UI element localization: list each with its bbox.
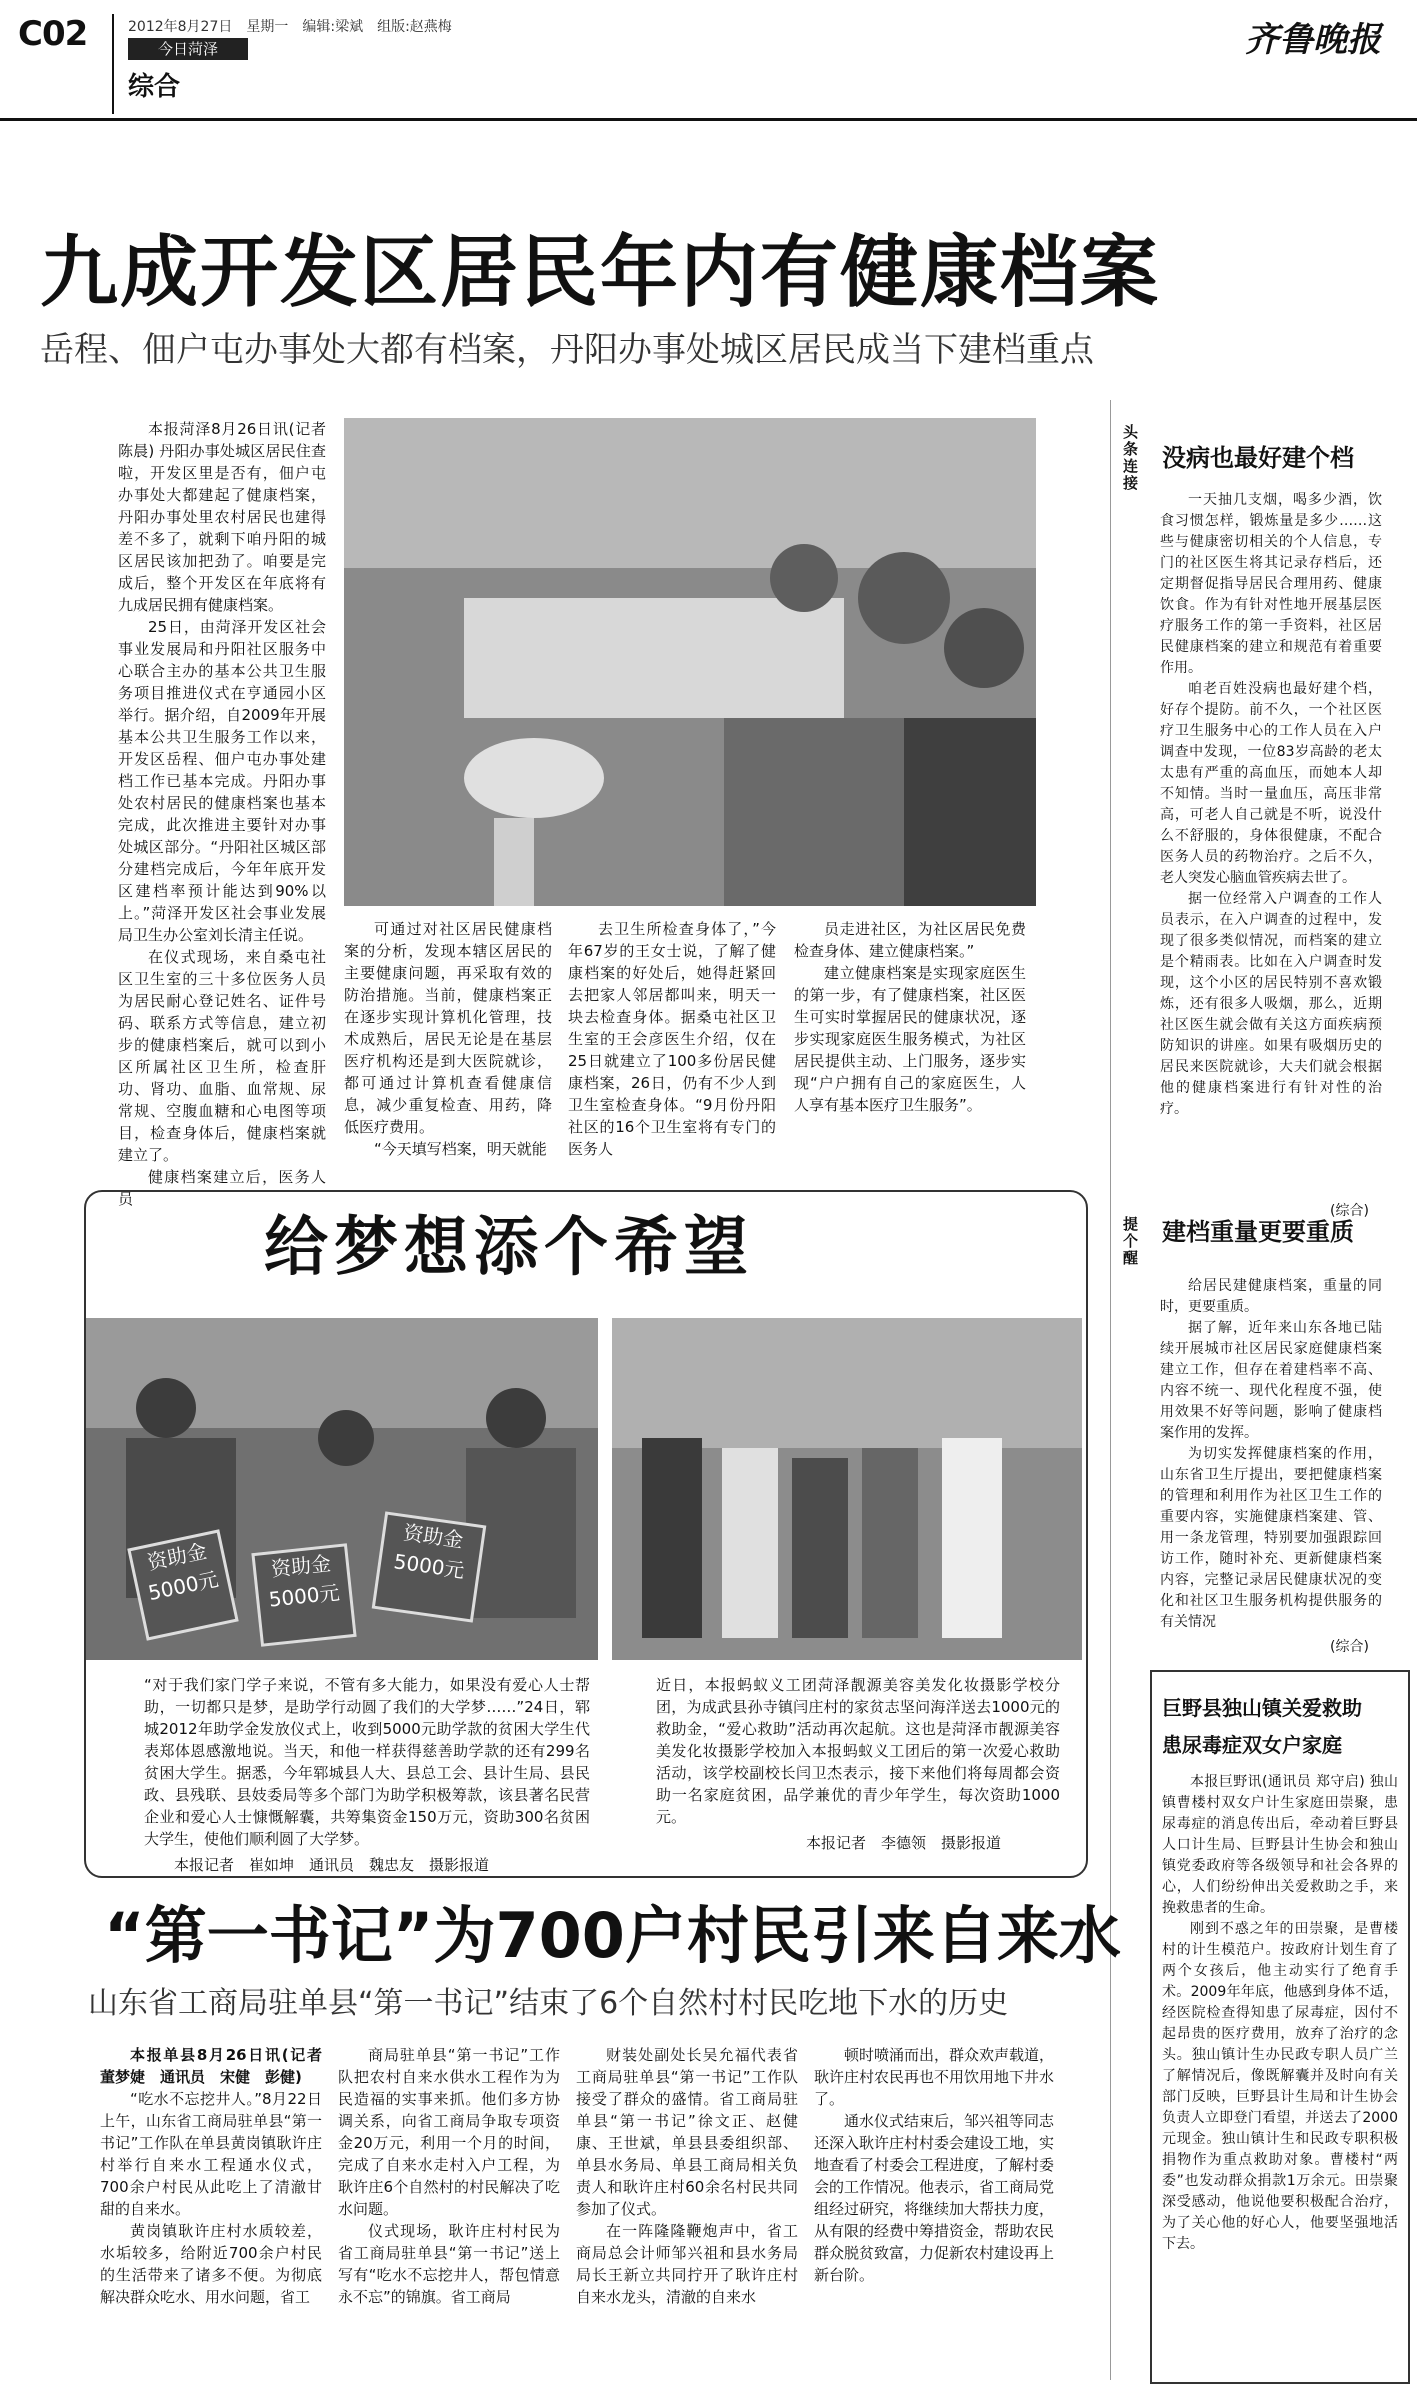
photo-illustration [344, 418, 1036, 906]
scholarship-sign-3: 资助金 5000元 [372, 1511, 487, 1622]
article2-title: 给梦想添个希望 [264, 1211, 754, 1285]
header-divider [112, 14, 114, 114]
article1-col2: 可通过对社区居民健康档案的分析，发现本辖区居民的主要健康问题，再采取有效的防治措施。当前，健康档案正在逐步实现计算机化管理，技术成熟后，居民无论是在基层医疗机构还是到大医院就诊，都可通过计算机查看健康信息，减少重复检查、用药，降低医疗费用。 “今天填写档案，明天就能 [344, 920, 552, 1158]
article1-col4: 员走进社区，为社区居民免费检查身体、建立健康档案。” 建立健康档案是实现家庭医生的第一步，有了健康档案，社区医生可实时掌握居民的健康状况，逐步实现家庭医生服务模式，为社区居民提供主动、上门服务，逐步实现“户户拥有自己的家庭医生，人人享有基本医疗卫生服务”。 [794, 920, 1026, 1114]
sidebar1-title: 没病也最好建个档 [1162, 444, 1354, 472]
sidebar2-body: 给居民建健康档案，重量的同时，更要重质。 据了解，近年来山东各地已陆续开展城市社区居民家庭健康档案建立工作，但存在着建档率不高、内容不统一、现代化程度不强，使用效果不好等问题，影响了健康档案作用的发挥。 为切实发挥健康档案的作用，山东省卫生厅提出，要把健康档案的管理和利用作为社区卫生工作的重要内容，实施健康档案建、管、用一条龙管理，特别要加强跟踪回访工作，随时补充、更新健康档案内容，完整记录居民健康状况的变化和社区卫生服务机构提供服务的有关情况 [1160, 1278, 1382, 1630]
page-number: C02 [18, 14, 88, 54]
sidebar2-sign: (综合) [1330, 1639, 1369, 1655]
health-check-photo [344, 418, 1036, 906]
article2-caption1-sign: 本报记者 崔如坤 通讯员 魏忠友 摄影报道 [174, 1856, 490, 1874]
sidebar3-body: 本报巨野讯(通讯员 郑守启) 独山镇曹楼村双女户计生家庭田崇聚，患尿毒症的消息传出后，牵动着巨野县人口计生局、巨野县计生协会和独山镇党委政府等各级领导和社会各界的心，人们纷纷伸出关爱救助之手，来挽救患者的生命。 刚到不惑之年的田崇聚，是曹楼村的计生模范户。按政府计划生育了两个女孩后，他主动实行了绝育手术。2009年年底，他感到身体不适，经医院检查得知患了尿毒症，因付不起昂贵的医疗费用，放弃了治疗的念头。独山镇计生办民政专职人员广兰了解情况后，像既解囊并及时向有关部门反映，巨野县计生局和计生协会负责人立即登门看望，并送去了2000元现金。独山镇计生和民政专职积极捐物作为重点救助对象。曹楼村“两委”也发动群众捐款1万余元。田崇聚深受感动，他说他要积极配合治疗，为了关心他的好心人，他要坚强地活下去。 [1162, 1774, 1398, 2252]
photo-illustration-3 [612, 1318, 1082, 1660]
article3-col4: 顿时喷涌而出，群众欢声载道，耿许庄村农民再也不用饮用地下井水了。 通水仪式结束后，邹兴祖等同志还深入耿许庄村村委会建设工地，实地查看了村委会工程进度，了解村委会的工作情况。他表示，省工商局党组经过研究，将继续加大帮扶力度，从有限的经费中筹措资金，帮助农民群众脱贫致富，力促新农村建设再上新台阶。 [814, 2046, 1055, 2284]
edition-meta: 2012年8月27日 星期一 编辑:梁斌 组版:赵燕梅 [128, 19, 452, 35]
article1-subtitle: 岳程、佃户屯办事处大都有档案，丹阳办事处城区居民成当下建档重点 [40, 330, 1094, 370]
header-rule [0, 118, 1417, 121]
sidebar2-tag: 提个醒 [1121, 1216, 1139, 1267]
sidebar1-sign: (综合) [1330, 1203, 1369, 1219]
newspaper-logo: 齐鲁晚报 [1245, 20, 1381, 60]
article1-col3: 去卫生所检查身体了，”今年67岁的王女士说，了解了健康档案的好处后，她得赶紧回去把家人邻居都叫来，明天一块去检查身体。据桑屯社区卫生室的王会彦医生介绍，仅在25日就建立了100多份居民健康档案，26日，仍有不少人到卫生室检查身体。“9月份丹阳社区的16个卫生室将有专门的医务人 [568, 920, 776, 1158]
volunteer-photo [612, 1318, 1082, 1660]
article2-caption2-sign: 本报记者 李德领 摄影报道 [806, 1834, 1002, 1852]
article3-title: “第一书记”为700户村民引来自来水 [104, 1899, 1121, 1972]
sidebar3-title-line2: 患尿毒症双女户家庭 [1162, 1733, 1342, 1757]
section-label: 今日菏泽 [128, 38, 248, 60]
scholarship-photo [86, 1318, 598, 1660]
scholarship-sign-1: 资助金 5000元 [127, 1529, 238, 1640]
article3-col3: 财装处副处长吴允福代表省工商局驻单县“第一书记”工作队接受了群众的盛情。省工商局驻单县“第一书记”徐文正、赵健康、王世斌，单县县委组织部、单县水务局、单县工商局相关负责人和耿许庄村60余名村民共同参加了仪式。 在一阵隆隆鞭炮声中，省工商局总会计师邹兴祖和县水务局局长王新立共同拧开了耿许庄村自来水龙头，清澈的自来水 [576, 2046, 798, 2306]
article1-col1: 本报菏泽8月26日讯(记者 陈晨) 丹阳办事处城区居民住查啦，开发区里是否有，佃户屯办事处大都建起了健康档案，丹阳办事处里农村居民也建得差不多了，就剩下咱丹阳的城区居民该加把劲了。咱要是完成后，整个开发区在年底将有九成居民拥有健康档案。 25日，由菏泽开发区社会事业发展局和丹阳社区服务中心联合主办的基本公共卫生服务项目推进仪式在亨通园小区举行。据介绍，自2009年开展基本公共卫生服务工作以来，开发区岳程、佃户屯办事处建档工作已基本完成。丹阳办事处农村居民的健康档案也基本完成，此次推进主要针对办事处城区部分。“丹阳社区城区部分建档完成后，今年年底开发区建档率预计能达到90%以上。”菏泽开发区社会事业发展局卫生办公室刘长清主任说。 在仪式现场，来自桑屯社区卫生室的三十多位医务人员为居民耐心登记姓名、证件号码、联系方式等信息，建立初步的健康档案后，就可以到小区所属社区卫生所，检查肝功、肾功、血脂、血常规、尿常规、空腹血糖和心电图等项目，检查身体后，健康档案就建立了。 健康档案建立后，医务人员 [118, 420, 326, 1208]
column-label: 综合 [128, 72, 181, 102]
sidebar1-tag: 头条连接 [1121, 424, 1139, 492]
sidebar1-body: 一天抽几支烟，喝多少酒，饮食习惯怎样，锻炼量是多少……这些与健康密切相关的个人信息，专门的社区医生将其记录存档后，还定期督促指导居民合理用药、健康饮食。作为有针对性地开展基层医疗服务工作的第一手资料，社区居民健康档案的建立和规范有着重要作用。 咱老百姓没病也最好建个档，好存个提防。前不久，一个社区医疗卫生服务中心的工作人员在入户调查中发现，一位83岁高龄的老太太患有严重的高血压，而她本人却不知情。当时一量血压，高压非常高，可老人自己就是不听，说没什么不舒服的，身体很健康，不配合医务人员的药物治疗。之后不久，老人突发心脑血管疾病去世了。 据一位经常入户调查的工作人员表示，在入户调查的过程中，发现了很多类似情况，而档案的建立是个精雨表。比如在入户调查时发现，这个小区的居民特别不喜欢锻炼，还有很多人吸烟，那么，近期社区医生就会做有关这方面疾病预防知识的讲座。如果有吸烟历史的居民来医院就诊，大夫们就会根据他的健康档案进行有针对性的治疗。 [1160, 492, 1382, 1117]
scholarship-sign-2: 资助金 5000元 [251, 1543, 356, 1647]
sidebar3-title-line1: 巨野县独山镇关爱救助 [1162, 1696, 1362, 1720]
article1-title: 九成开发区居民年内有健康档案 [40, 228, 1161, 318]
sidebar3-box [1150, 1670, 1410, 2384]
sidebar-divider [1110, 400, 1111, 2380]
article2-caption1: “对于我们家门学子来说，不管有多大能力，如果没有爱心人士帮助，一切都只是梦，是助学行动圆了我们的大学梦……”24日，郓城2012年助学金发放仪式上，收到5000元助学款的贫困大学生代表郑体恩感激地说。当天，和他一样获得慈善助学款的还有299名贫困大学生。据悉，今年郓城县人大、县总工会、县计生局、县民政、县残联、县妓委局等多个部门为助学积极筹款，该县著名民营企业和爱心人士慷慨解囊，共筹集资金150万元，资助300名贫困大学生，使他们顺利圆了大学梦。 本报记者 崔如坤 通讯员 魏忠友 摄影报道 [144, 1676, 590, 1874]
sidebar2-title: 建档重量更要重质 [1162, 1218, 1354, 1246]
article3-col1: 本报单县8月26日讯(记者 董梦婕 通讯员 宋健 彭健) “吃水不忘挖井人。”8月22日上午，山东省工商局驻单县“第一书记”工作队在单县黄岗镇耿许庄村举行自来水工程通水仪式，700余户村民从此吃上了清澈甘甜的自来水。 黄岗镇耿许庄村水质较差，水垢较多，给附近700余户村民的生活带来了诸多不便。为彻底解决群众吃水、用水问题，省工 [100, 2046, 322, 2306]
article3-subtitle: 山东省工商局驻单县“第一书记”结束了6个自然村村民吃地下水的历史 [88, 1986, 1009, 2021]
article2-caption2: 近日，本报蚂蚁义工团菏泽靓源美容美发化妆摄影学校分团，为成武县孙寺镇闫庄村的家贫志坚问海洋送去1000元的救助金，“爱心救助”活动再次起航。这也是菏泽市靓源美容美发化妆摄影学校加入本报蚂蚁义工团后的第一次爱心救助活动，该学校副校长闫卫杰表示，接下来他们将每周都会资助一名家庭贫困，品学兼优的青少年学生，每次资助1000元。 本报记者 李德领 摄影报道 [656, 1676, 1060, 1852]
article3-col2: 商局驻单县“第一书记”工作队把农村自来水供水工程作为为民造福的实事来抓。他们多方协调关系，向省工商局争取专项资金20万元，利用一个月的时间，完成了自来水走村入户工程，为耿许庄6个自然村的村民解决了吃水问题。 仪式现场，耿许庄村村民为省工商局驻单县“第一书记”送上写有“吃水不忘挖井人，帮包情意永不忘”的锦旗。省工商局 [338, 2046, 560, 2306]
